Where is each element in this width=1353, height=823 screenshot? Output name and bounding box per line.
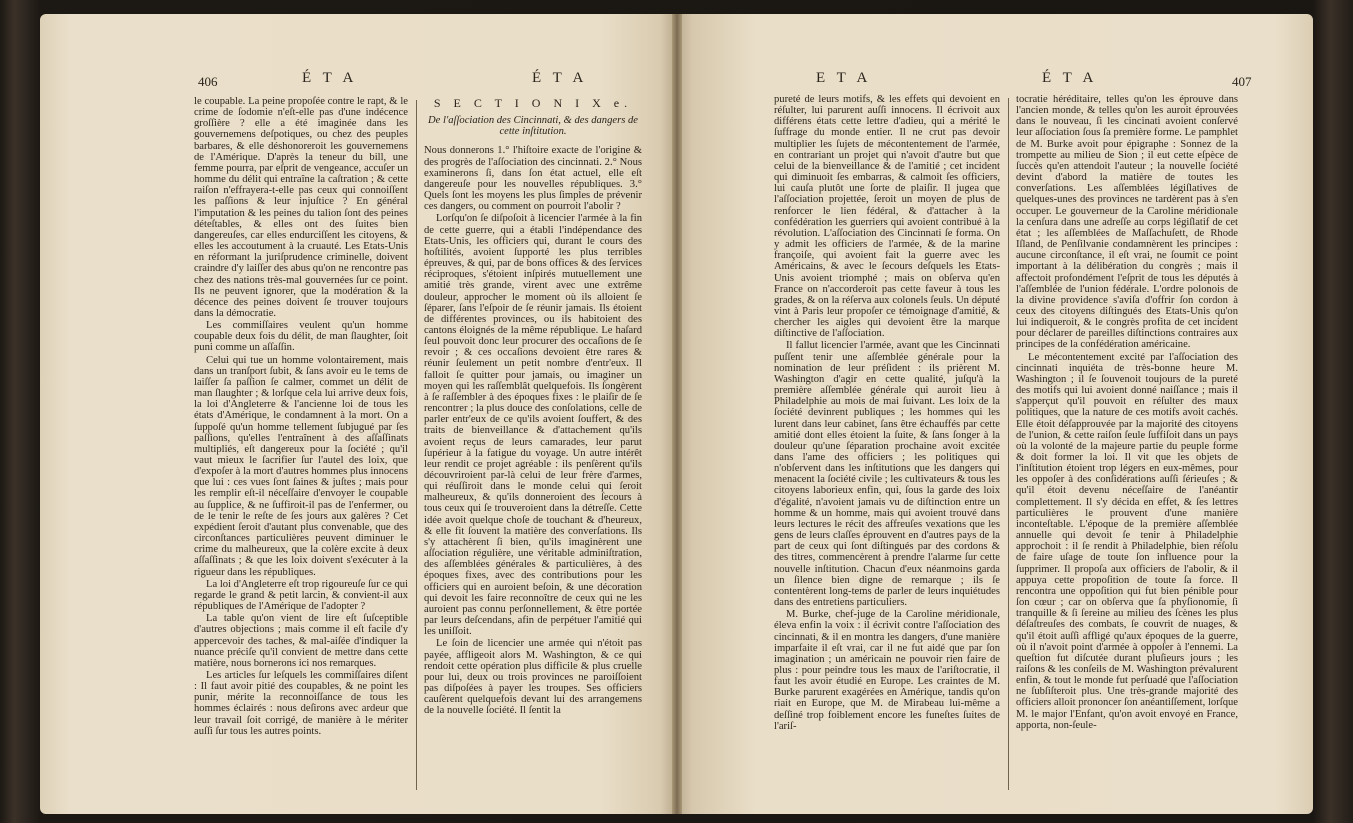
paragraph: Celui qui tue un homme volontairement, mais dans un tranſport ſubit, & ſans avoir eu le tems de laiſſer ſa paſſion ſe calmer, commet un délit de man ſlaughter ; & lorſque cela lui arrive deux fois, la loi d'Angleterre & l'ancienne loi de tous les états d'Amérique, le condamnent à la mort. On a ſuppoſé qu'un homme tellement ſubjugué par ſes paſſions, qu'elles l'entraînent à des aſſaſſinats multipliés, eſt dangereux pour la ſociété ; qu'il vaut mieux le ſacrifier ſur l'autel des loix, que d'expoſer à la mort d'autres hommes plus innocens que lui : ces vues ſont ſaines & juſtes ; mais pour les remplir eſt-il néceſſaire d'envoyer le coupable au ſupplice, & ne ſuffiroit-il pas de l'enfermer, ou de le tenir le reſte de ſes jours aux galères ? Cet expédient ſeroit d'autant plus convenable, que des circonſtances particulières peuvent diminuer le crime du malheureux, que la colère excite à deux aſſaſſinats ; & que les loix doivent s'exécuter à la rigueur dans les républiques. bbox=[194, 354, 408, 578]
paragraph: Les articles ſur leſquels les commiſſaires diſent : Il faut avoir pitié des coupables, & ne point les punir, mérite la reconnoiſſance de tous les hommes éclairés : nous deſirons avec ardeur que leur travail ſoit corrigé, de manière à le mériter auſſi ſur tous les autres points. bbox=[194, 669, 408, 737]
right-page bbox=[676, 14, 1313, 814]
page-number-left: 406 bbox=[198, 74, 218, 89]
paragraph: tocratie héréditaire, telles qu'on les éprouve dans l'ancien monde, & telles qu'on les auroit éprouvées dans le nouveau, ſi les cincinati avoient conſervé leur aſſociation ſous ſa première forme. Le pamphlet de M. Burke avoit pour épigraphe : Sonnez de la trompette au milieu de Sion ; il eut cette eſpèce de ſuccès qu'en attendoit l'auteur ; la nouvelle ſociété devint d'abord la matière de toutes les converſations. Les aſſemblées légiſlatives de quelques-unes des provinces ne tardèrent pas à s'en occuper. Le gouverneur de la Caroline méridionale la cenſura dans une adreſſe au corps légiſlatif de cet état ; les aſſemblées de Maſſachuſett, de Rhode Iſland, de Penſilvanie condamnèrent les principes : aucune circonſtance, il eſt vrai, ne ſoumit ce point important à la délibération du congrès ; mais il affectoit profondément l'eſprit de tous les députés à l'aſſemblée de l'union fédérale. L'ordre polonois de la divine providence s'aviſa d'offrir ſon cordon à ceux des citoyens diſtingués des Etats-Unis qu'on lui indiqueroit, & le congrès profita de cet incident pour déclarer de pareilles diſtinctions contraires aux principes de la confédération américaine. bbox=[1016, 94, 1238, 351]
running-head-right-a: E T A bbox=[816, 70, 872, 86]
left-column-2-text bbox=[424, 145, 642, 716]
paragraph: Le mécontentement excité par l'aſſociation des cincinnati inquiéta de très-bonne heure M. Washington ; il ſe ſouvenoit toujours de la pureté des motifs qui lui avoient donné naiſſance ; mais il s'apperçut qu'il pouvoit en réſulter des maux politiques, que la nature de ces motifs avoit cachés. Elle étoit déſapprouvée par la majorité des citoyens de l'union, & cette raiſon ſeule ſuffiſoit dans un pays où la volonté de la majeure partie du peuple forme & doit former la loi. Il vit que les objets de l'inſtitution étoient trop légers en eux-mêmes, pour les oppoſer à des conſidérations auſſi ſérieuſes ; & qu'il étoit devenu néceſſaire de l'anéantir complettement. Il s'y décida en effet, & ſes lettres particulières le prouvent d'une manière inconteſtable. L'époque de la première aſſemblée annuelle qui devoit ſe tenir à Philadelphie approchoit : il ſe rendit à Philadelphie, bien réſolu de faire uſage de toute ſon influence pour la ſupprimer. Il propoſa aux officiers de l'abolir, & il appuya cette propoſition de toute ſa force. Il rencontra une oppoſition qui fut bien pénible pour ſon cœur ; car on obſerva que ſa phyſionomie, ſi tranquille & ſi ſereine au milieu des ſcènes les plus déſaſtreuſes des combats, ſe couvrit de nuages, & qu'il étoit auſſi affligé qu'aux époques de la guerre, où il n'avoit point d'armée à oppoſer à l'ennemi. La queſtion fut diſcutée durant pluſieurs jours ; les raiſons & les conſeils de M. Washington prévalurent enfin, & tout le monde fut perſuadé que l'aſſociation ne ſubſiſteroit plus. Une très-grande majorité des officiers alloit prononcer ſon anéantiſſement, lorſque M. le major l'Enfant, qu'on avoit envoyé en France, apporta, non-ſeule- bbox=[1016, 351, 1238, 731]
running-head-left-b: É T A bbox=[532, 70, 588, 86]
right-column-2 bbox=[1016, 94, 1238, 732]
paragraph: Les commiſſaires veulent qu'un homme coupable deux fois du délit, de man ſlaughter, ſoit puni comme un aſſaſſin. bbox=[194, 320, 408, 354]
section-title: S E C T I O N I X e. bbox=[433, 96, 633, 110]
paragraph: La table qu'on vient de lire eſt ſuſceptible d'autres objections ; mais comme il eſt facile d'y appercevoir des taches, & mal-aiſée d'indiquer la nuance préciſe qu'il convient de mettre dans cette matière, nous bornerons ici nos remarques. bbox=[194, 613, 408, 669]
left-column-1 bbox=[194, 96, 408, 738]
book-spine bbox=[672, 14, 682, 814]
paragraph: Nous donnerons 1.° l'hiſtoire exacte de l'origine & des progrès de l'aſſociation des cincinnati. 2.° Nous examinerons ſi, dans ſon état actuel, elle eſt dangereuſe pour les nouvelles républiques. 3.° Quels ſont les moyens les plus ſimples de prévenir ces dangers, ou comment on pourroit l'abolir ? bbox=[424, 145, 642, 213]
column-rule-right bbox=[1008, 98, 1009, 790]
paragraph: La loi d'Angleterre eſt trop rigoureuſe ſur ce qui regarde le grand & petit larcin, & convient-il aux républiques de l'Amérique de l'adopter ? bbox=[194, 578, 408, 613]
running-head-left-a: É T A bbox=[302, 70, 358, 86]
paragraph: Le ſoin de licencier une armée qui n'étoit pas payée, affligeoit alors M. Washington, & ce qui rendoit cette opération plus difficile & plus cruelle pour lui, deux ou trois provinces ne paroiſſoient pas diſpoſées à payer les troupes. Ses officiers cauſèrent quelquefois devant lui des arrangemens de la nouvelle ſociété. Il ſentit la bbox=[424, 638, 642, 717]
paragraph: pureté de leurs motifs, & les effets qui devoient en réſulter, lui parurent auſſi innocens. Il écrivoit aux différens états cette lettre d'adieu, qui a mérité le ſuffrage du monde entier. Il ne crut pas devoir multiplier les ſujets de mécontentement de l'armée, en contrariant un projet qui n'avoit d'autre but que celui de la bienveillance & de l'amitié ; cet incident qui diminuoit ſes embarras, & calmoit ſes officiers, lui cauſa plutôt une ſorte de plaiſir. Il jugea que l'aſſociation projettée, ſeroit un moyen de plus de renforcer le lien fédéral, & d'attacher à la confédération les guerriers qui avoient contribué à la révolution. L'aſſociation des Cincinnati ſe forma. On y admit les officiers de l'armée, & de la marine françoiſe, qui avoient fait la guerre avec les Américains, & avec le ſecours deſquels les Etats-Unis avoient triomphé ; mais on obſerva qu'en France on n'accorderoit pas cette faveur à tous les grades, & on la réſerva aux colonels ſeuls. Un député vint à Paris leur propoſer ce témoignage d'amitié, & chercher les aigles qui devoient être la marque diſtinctive de l'aſſociation. bbox=[774, 94, 1000, 340]
paragraph: Lorſqu'on ſe diſpoſoit à licencier l'armée à la fin de cette guerre, qui a établi l'indépendance des Etats-Unis, les officiers qui, durant le cours des hoſtilités, avoient ſupporté les plus terribles épreuves, & qui, par de bons offices & des ſervices réciproques, s'étoient inſpirés mutuellement une amitié très grande, virent avec une extrême douleur, approcher le moment où ils alloient ſe ſéparer, ſans l'eſpoir de ſe réunir jamais. Ils étoient de différentes provinces, ou ils habitoient des cantons éloignés de la même république. Le haſard ſeul pouvoit donc leur procurer des occaſions de ſe revoir ; & ces occaſions devoient être rares & réunir ſeulement un petit nombre d'entr'eux. Il falloit ſe quitter pour jamais, ou imaginer un moyen qui les raſſemblât quelquefois. Ils ſongèrent à ſe raſſembler à des époques fixes : le plaiſir de ſe rencontrer ; la plus douce des conſolations, celle de parler entr'eux de ce qu'ils avoient ſouffert, & des traits de bienveillance & d'attachement qu'ils avoient reçus de leurs camarades, leur parut ſupérieur à la fatigue du voyage. Un autre intérêt leur rendit ce projet agréable : ils penſèrent qu'ils découvriroient par-là celui de leur frère d'armes, qui réuſſiroit dans le monde celui qui ſeroit malheureux, & qu'ils donneroient des ſecours à tous ceux qui ſe trouveroient dans la détreſſe. Cette idée avoit quelque choſe de touchant & d'heureux, & elle fit ſouvent la matière des converſations. Ils s'y attachèrent ſi bien, qu'ils imaginèrent une aſſociation régulière, une véritable adminiſtration, des aſſemblées générales & particulières, à des époques fixes, avec des contributions pour les officiers qui en auroient beſoin, & une décoration qui devoit les faire reconnoître de ceux qui ne les auroient pas connu perſonnellement, & être portée par leurs deſcendans, afin de perpétuer l'amitié qui les uniſſoit. bbox=[424, 213, 642, 638]
paragraph: Il fallut licencier l'armée, avant que les Cincinnati puſſent tenir une aſſemblée générale pour la nomination de leur préſident : ils prièrent M. Washington d'agir en cette qualité, juſqu'à la première aſſemblée générale qui auroit lieu à Philadelphie au mois de mai ſuivant. Les loix de la ſociété devinrent publiques ; les hommes qui les lurent dans leur cabinet, ſans être échauffés par cette amitié dont elles étoient la ſuite, & ſans ſonger à la douleur qu'une ſéparation prochaine avoit excitée dans l'ame des officiers ; les politiques qui n'obſervent dans les inſtitutions que les dangers qui menacent la ſociété civile ; les cultivateurs & tous les citoyens laborieux enfin, qui, ſous la garde des loix d'égalité, n'avoient jamais vu de diſtinction entre un homme & un homme, mais qui avoient trouvé dans leurs lectures le récit des affreuſes vexations que les gens de leurs claſſes éprouvent en d'autres pays de la part de ceux qui ſont diſtingués par des cordons & des titres, commencèrent à prendre l'alarme ſur cette nouvelle inſtitution. Chacun d'eux néanmoins garda un ſilence bien digne de remarque ; ils ſe contentèrent long-tems de parler de leurs inquiétudes dans des entretiens particuliers. bbox=[774, 340, 1000, 609]
left-page bbox=[40, 14, 676, 814]
running-head-right-b: É T A bbox=[1042, 70, 1098, 86]
paragraph: M. Burke, chef-juge de la Caroline méridionale, éleva enfin la voix : il écrivit contre l'aſſociation des cincinnati, & il en montra les dangers, d'une manière imparfaite il eſt vrai, car il ne fut aidé que par ſon imagination ; un américain ne pouvoir rien faire de plus : pour peindre tous les maux de l'ariſtocratie, il faut les avoir étudié en Europe. Les craintes de M. Burke parurent exagérées en Amérique, tandis qu'on riait en Europe, que M. de Mirabeau lui-même a deſſiné trop foiblement encore les funeſtes ſuites de l'ariſ- bbox=[774, 609, 1000, 732]
left-column-2 bbox=[424, 96, 642, 717]
right-column-1 bbox=[774, 94, 1000, 733]
column-rule-left bbox=[416, 100, 417, 790]
page-number-right: 407 bbox=[1232, 74, 1252, 89]
paragraph: le coupable. La peine propoſée contre le rapt, & le crime de ſodomie n'eſt-elle pas d'une indécence groſſière ? elle a été imaginée dans les gouvernemens deſpotiques, ou chez des peuples barbares, & elle déshonoreroit les gouvernemens de l'Amérique. D'après la teneur du bill, une femme pourra, par eſprit de vengeance, accuſer un homme du délit qui entraîne la caſtration ; & cette raiſon n'effrayera-t-elle pas ceux qui connoiſſent les paſſions & leur injuſtice ? En général l'imputation & les peines du talion ſont des peines déteſtables, & elles ont des ſuites bien dangereuſes, car elles endurciſſent les citoyens, & elles les accoutument à la cruauté. Les Etats-Unis en réformant la juriſprudence criminelle, doivent craindre d'y laiſſer des abus qu'on ne rencontre pas chez des nations très-mal gouvernées ſur ce point. Ils ne peuvent ignorer, que la modération & la décence des peines doivent ſe trouver toujours dans la démocratie. bbox=[194, 96, 408, 319]
section-subtitle: De l'aſſociation des Cincinnati, & des dangers de cette inſtitution. bbox=[428, 115, 638, 138]
